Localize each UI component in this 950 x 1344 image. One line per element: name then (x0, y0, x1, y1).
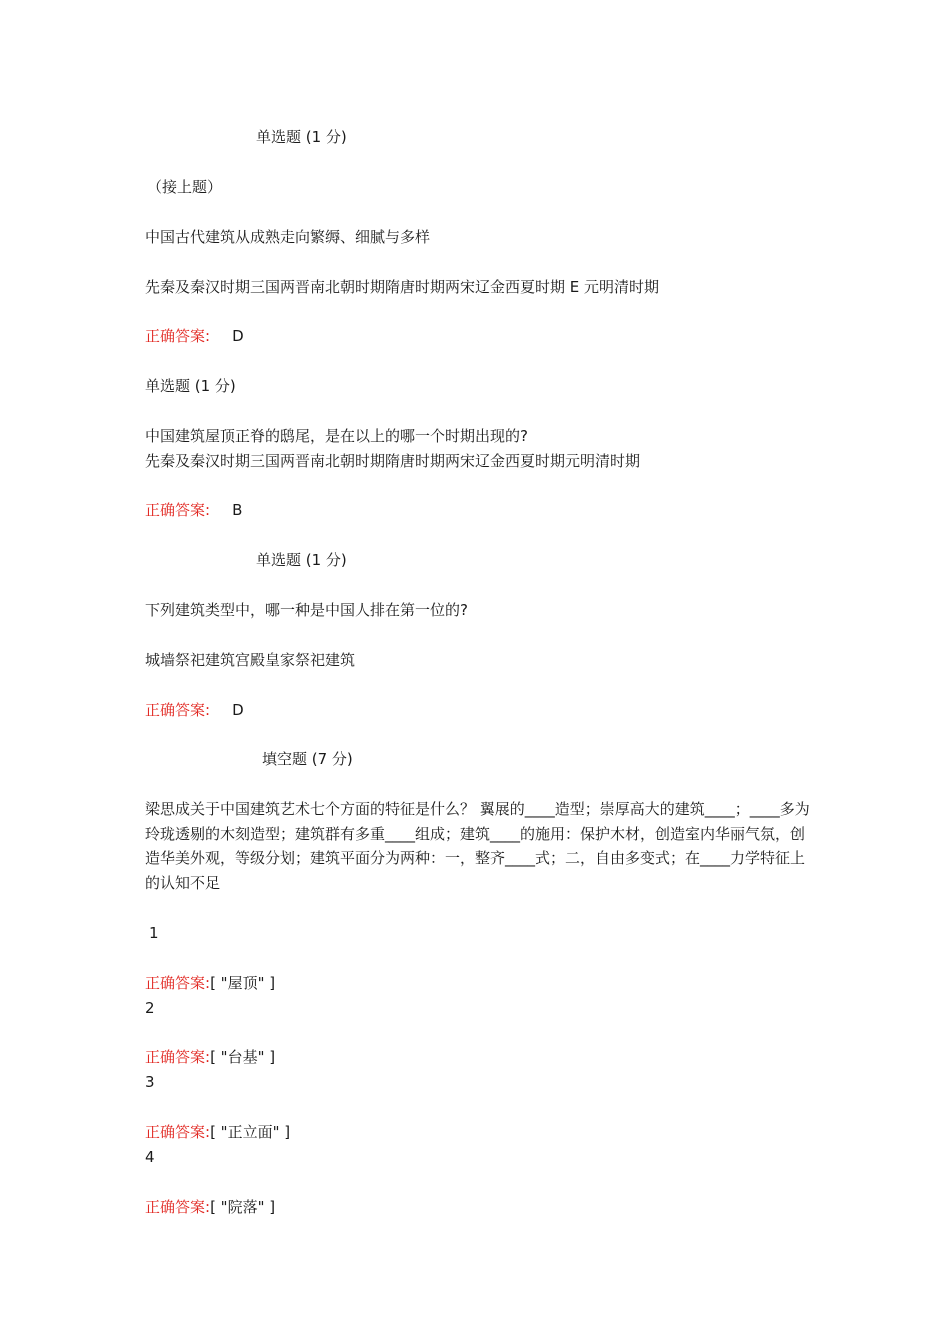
answer-label: 正确答案: (145, 501, 211, 519)
blank-number: 4 (145, 1148, 155, 1166)
q3-type: 单选题 (1 分) (256, 551, 347, 569)
q3-stem: 下列建筑类型中，哪一种是中国人排在第一位的? (145, 601, 468, 619)
q1-answer-row (145, 324, 244, 348)
answer-value: [ "正立面" ] (210, 1123, 291, 1141)
answer-label: 正确答案: (145, 1198, 211, 1216)
q1-options: 先秦及秦汉时期三国两晋南北朝时期隋唐时期两宋辽金西夏时期 E 元明清时期 (145, 278, 660, 296)
blank-number: 3 (145, 1073, 155, 1091)
answer-label: 正确答案: (145, 1123, 211, 1141)
answer-value: [ "屋顶" ] (210, 974, 276, 992)
q1-type: 单选题 (1 分) (256, 128, 347, 146)
q2-stem: 中国建筑屋顶正脊的鸱尾，是在以上的哪一个时期出现的? (145, 427, 528, 445)
answer-label: 正确答案: (145, 701, 211, 719)
answer-value: B (232, 501, 243, 519)
q4-type: 填空题 (7 分) (262, 750, 353, 768)
q2-type: 单选题 (1 分) (145, 377, 236, 395)
q1-stem: 中国古代建筑从成熟走向繁缛、细腻与多样 (145, 228, 431, 246)
q2-options: 先秦及秦汉时期三国两晋南北朝时期隋唐时期两宋辽金西夏时期元明清时期 (145, 452, 641, 470)
blank-answer-row (145, 1120, 290, 1144)
blank-answer-row (145, 1045, 275, 1069)
answer-value: [ "台基" ] (210, 1048, 276, 1066)
blank-number: 2 (145, 999, 155, 1017)
q3-answer-row (145, 698, 244, 722)
answer-value: [ "院落" ] (210, 1198, 276, 1216)
q4-stem: 梁思成关于中国建筑艺术七个方面的特征是什么？ 翼展的____造型；崇厚高大的建筑____；____多为玲珑透剔的木刻造型；建筑群有多重____组成；建筑____的施用：保护木材，创造室内华丽气氛，创造华美外观，等级分划；建筑平面分为两种：一，整齐____式；二，自由多变式；在____力学特征上的认知不足 (145, 800, 810, 892)
q1-note: （接上题） (147, 178, 223, 196)
q3-options: 城墙祭祀建筑宫殿皇家祭祀建筑 (145, 651, 356, 669)
answer-value: D (232, 327, 244, 345)
answer-label: 正确答案: (145, 1048, 211, 1066)
blank-answer-row (145, 1195, 275, 1219)
answer-label: 正确答案: (145, 974, 211, 992)
answer-label: 正确答案: (145, 327, 211, 345)
answer-value: D (232, 701, 244, 719)
blank-answer-row (145, 971, 275, 995)
blank-number: 1 (149, 924, 159, 942)
q2-answer-row (145, 498, 242, 522)
